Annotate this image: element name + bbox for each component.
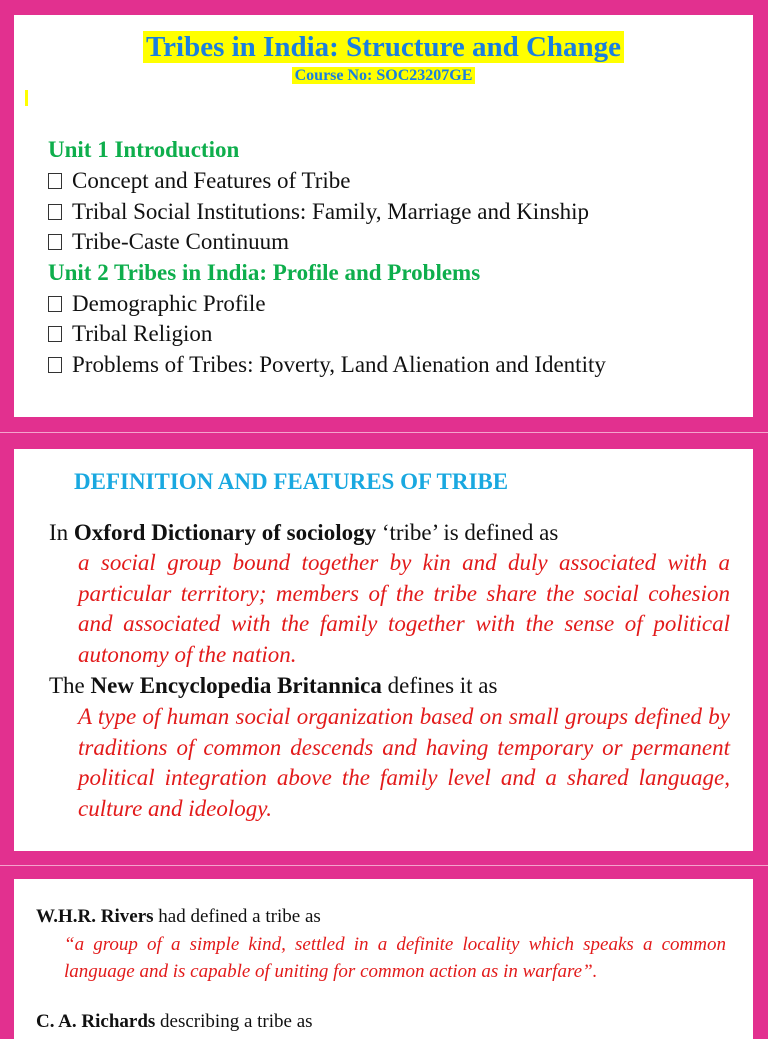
unit2-heading: Unit 2 Tribes in India: Profile and Problems — [48, 260, 481, 285]
britannica-intro — [49, 673, 497, 699]
intro-suffix: defines it as — [381, 673, 498, 698]
britannica-definition: A type of human social organization based on small groups defined by traditions of common descends and having temporary or permanent political integration above the family level and a shared language, culture and ideology. — [78, 704, 730, 822]
rivers-definition: “a group of a simple kind, settled in a definite locality which speaks a common language and is capable of uniting for common action as in warfare”. — [64, 934, 726, 982]
item-label: Tribe-Caste Continuum — [72, 229, 290, 254]
slide-anthropologist-definitions — [14, 879, 753, 1039]
unit1-item — [48, 168, 351, 194]
slide-course-outline — [14, 15, 753, 417]
item-label: Concept and Features of Tribe — [72, 168, 351, 193]
unit2-item — [48, 291, 266, 317]
source-name: C. A. Richards — [36, 1011, 156, 1032]
checkbox-icon — [48, 357, 62, 373]
oxford-intro — [49, 520, 558, 546]
intro-suffix: had defined a tribe as — [153, 906, 321, 927]
checkbox-icon — [48, 204, 62, 220]
slide-definitions — [14, 449, 753, 851]
item-label: Tribal Religion — [72, 321, 213, 346]
intro-prefix: In — [49, 520, 74, 545]
source-name: Oxford Dictionary of sociology — [73, 520, 377, 545]
intro-suffix: ‘tribe’ is defined as — [376, 520, 559, 545]
unit2-item — [48, 352, 606, 378]
intro-prefix: The — [49, 673, 91, 698]
unit1-item — [48, 199, 589, 225]
oxford-definition: a social group bound together by kin and duly associated with a particular territory; members of the tribe share the social cohesion and associated with the family together with the sense of political autonomy of the nation. — [78, 550, 730, 668]
unit1-item — [48, 229, 289, 255]
source-name: New Encyclopedia Britannica — [90, 673, 382, 698]
title-text: Tribes in India: Structure and Change — [143, 31, 624, 63]
item-label: Demographic Profile — [72, 291, 266, 316]
slide-divider — [0, 865, 768, 866]
checkbox-icon — [48, 234, 62, 250]
intro-suffix: describing a tribe as — [155, 1011, 313, 1032]
item-label: Tribal Social Institutions: Family, Marriage and Kinship — [72, 199, 590, 224]
page-title — [14, 31, 753, 64]
source-name: W.H.R. Rivers — [36, 906, 154, 927]
section-heading: DEFINITION AND FEATURES OF TRIBE — [74, 469, 509, 494]
unit2-item — [48, 321, 212, 347]
checkbox-icon — [48, 173, 62, 189]
checkbox-icon — [48, 296, 62, 312]
rivers-intro — [36, 906, 321, 928]
course-text: Course No: SOC23207GE — [292, 67, 476, 84]
highlight-mark — [25, 90, 28, 106]
slide-divider — [0, 432, 768, 433]
unit1-heading: Unit 1 Introduction — [48, 137, 240, 162]
item-label: Problems of Tribes: Poverty, Land Alienation and Identity — [72, 352, 606, 377]
course-number — [14, 67, 753, 85]
checkbox-icon — [48, 326, 62, 342]
richards-intro — [36, 1011, 313, 1033]
